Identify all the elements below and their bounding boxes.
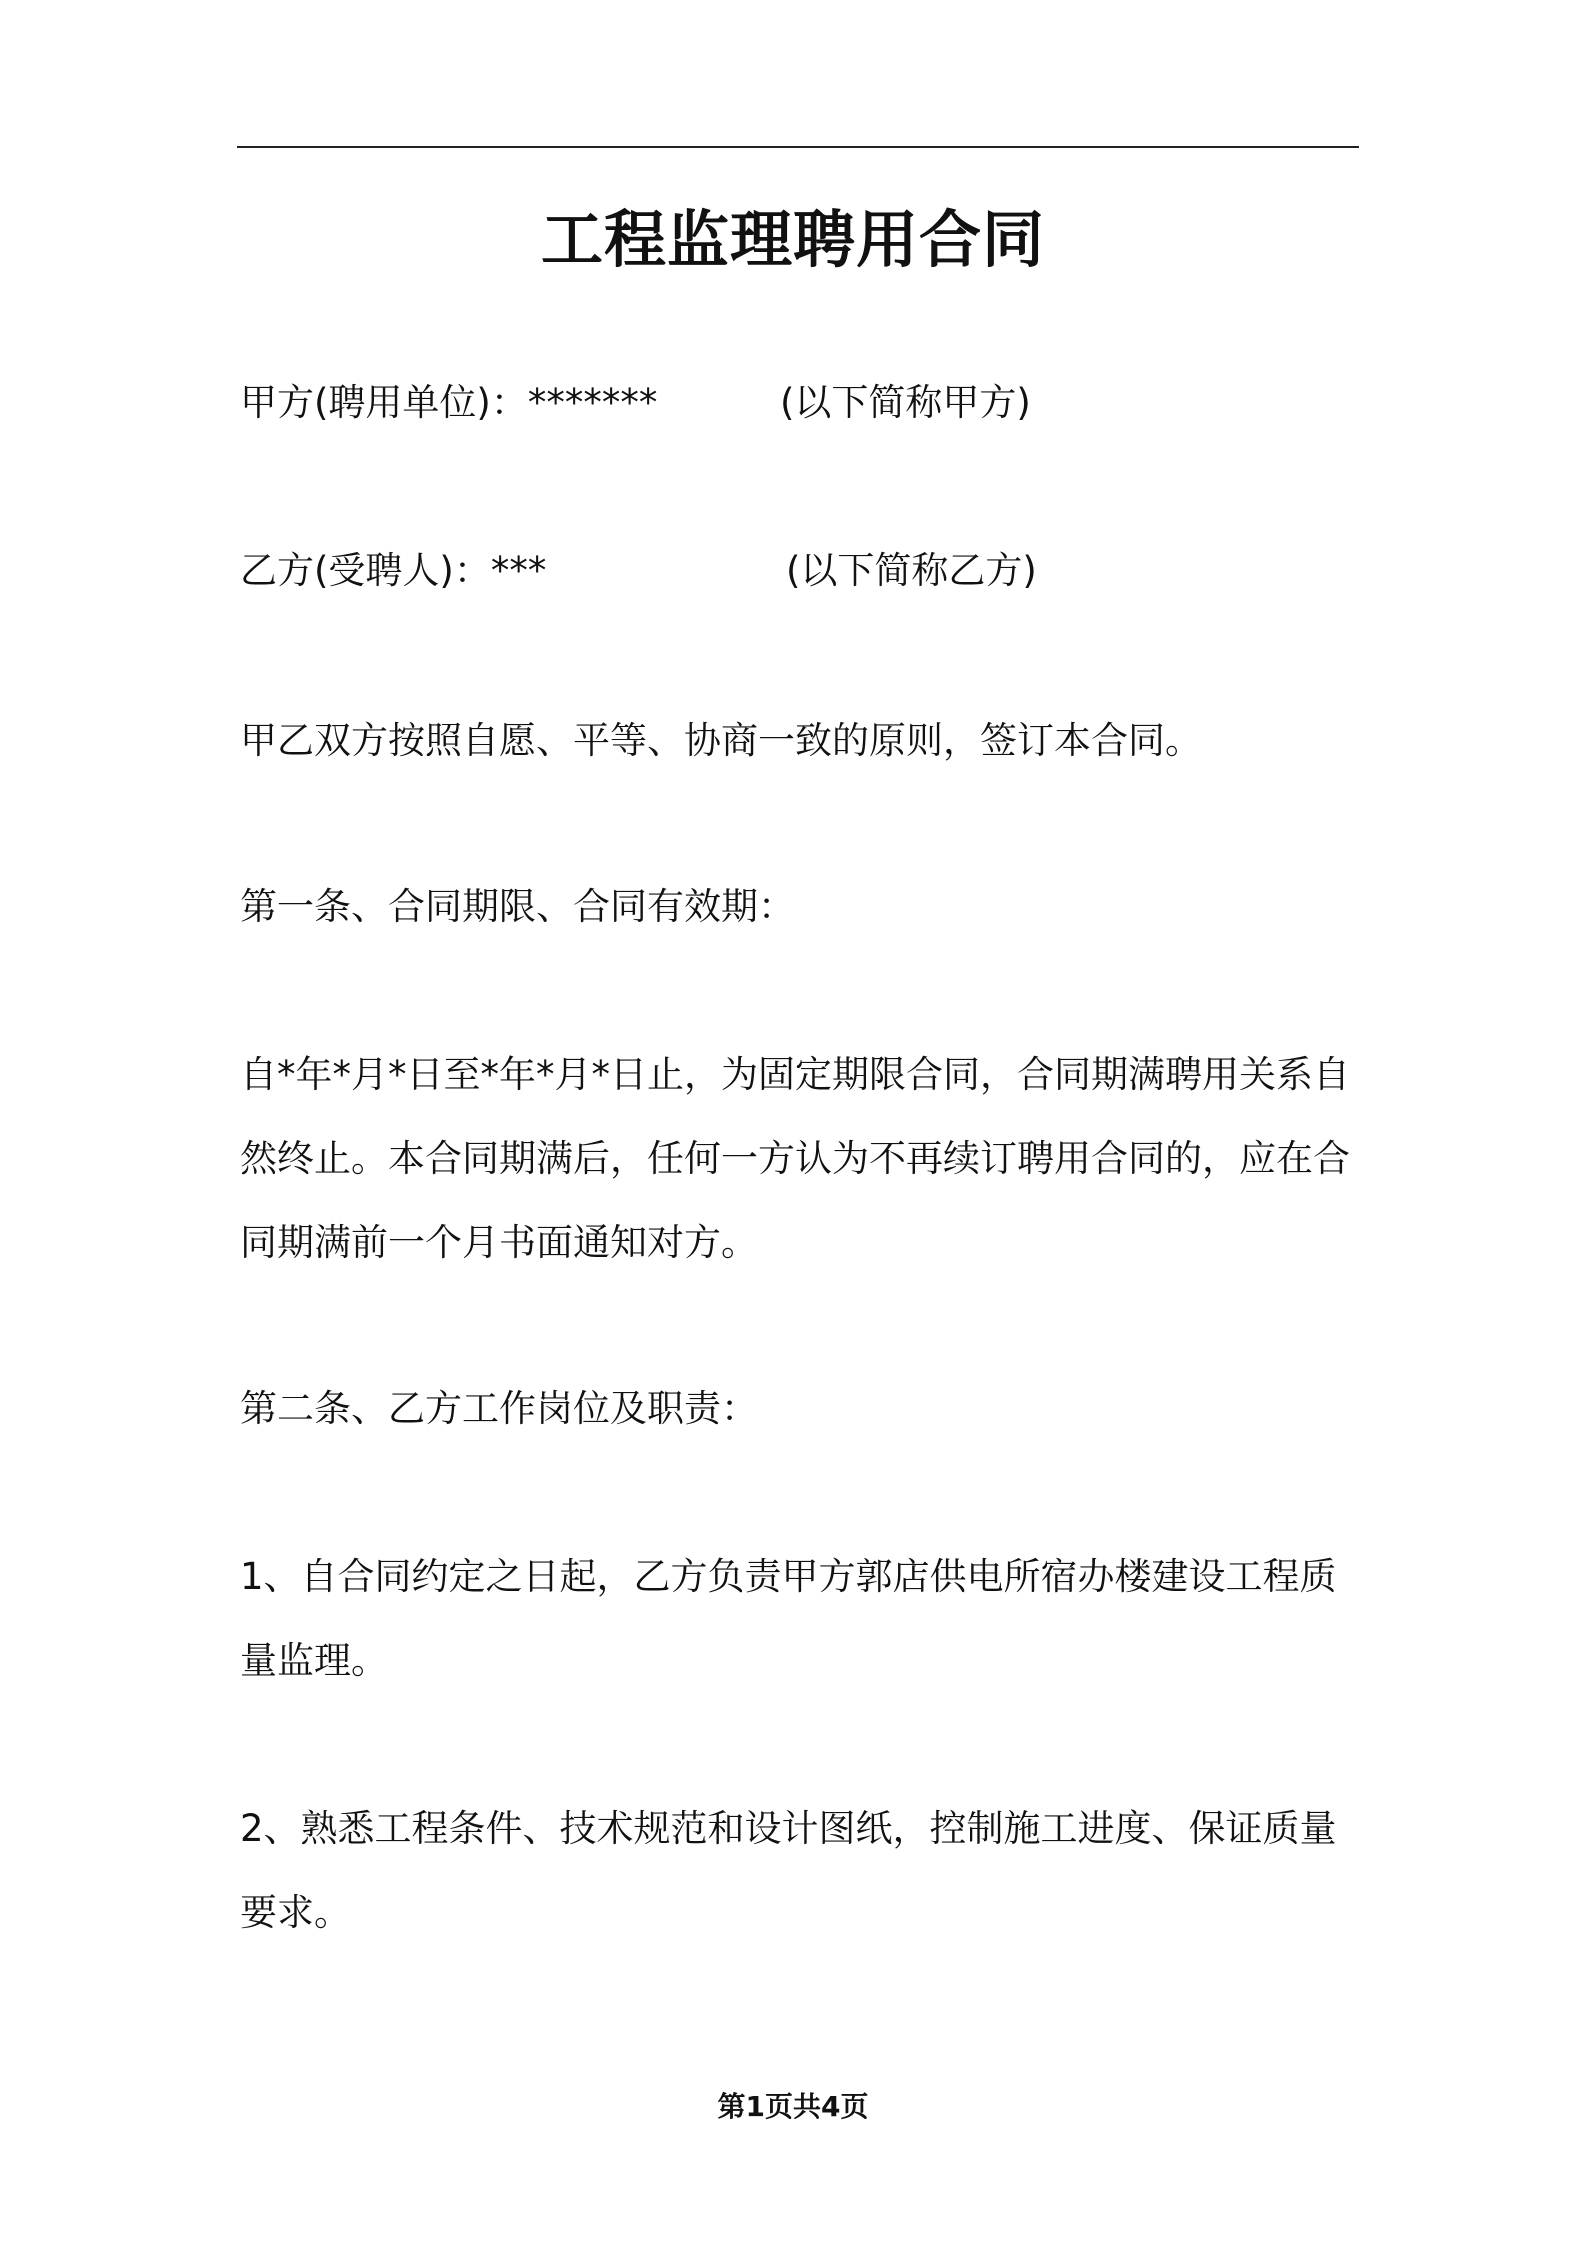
- article-2-item-1-line-1: 1、自合同约定之日起，乙方负责甲方郭店供电所宿办楼建设工程质: [240, 1555, 1337, 1598]
- article-1-text-line-2: 然终止。本合同期满后，任何一方认为不再续订聘用合同的，应在合: [240, 1137, 1350, 1180]
- article-1-heading: 第一条、合同期限、合同有效期：: [240, 885, 795, 928]
- article-2-heading: 第二条、乙方工作岗位及职责：: [240, 1387, 758, 1430]
- article-1-text-line-1: 自*年*月*日至*年*月*日止，为固定期限合同，合同期满聘用关系自: [240, 1053, 1350, 1096]
- article-2-item-2-line-2: 要求。: [240, 1891, 351, 1934]
- party-a-note: (以下简称甲方): [780, 381, 1031, 424]
- party-b-label: 乙方(受聘人)：***: [240, 549, 547, 592]
- article-1-text-line-3: 同期满前一个月书面通知对方。: [240, 1221, 758, 1264]
- article-2-item-1-line-2: 量监理。: [240, 1639, 388, 1682]
- party-b-note: (以下简称乙方): [786, 549, 1037, 592]
- intro-paragraph: 甲乙双方按照自愿、平等、协商一致的原则，签订本合同。: [240, 719, 1202, 762]
- header-divider: [237, 146, 1359, 148]
- page-number-footer: 第1页共4页: [717, 2090, 869, 2123]
- document-title: 工程监理聘用合同: [540, 203, 1045, 276]
- party-a-label: 甲方(聘用单位)：*******: [240, 381, 658, 424]
- article-2-item-2-line-1: 2、熟悉工程条件、技术规范和设计图纸，控制施工进度、保证质量: [240, 1807, 1337, 1850]
